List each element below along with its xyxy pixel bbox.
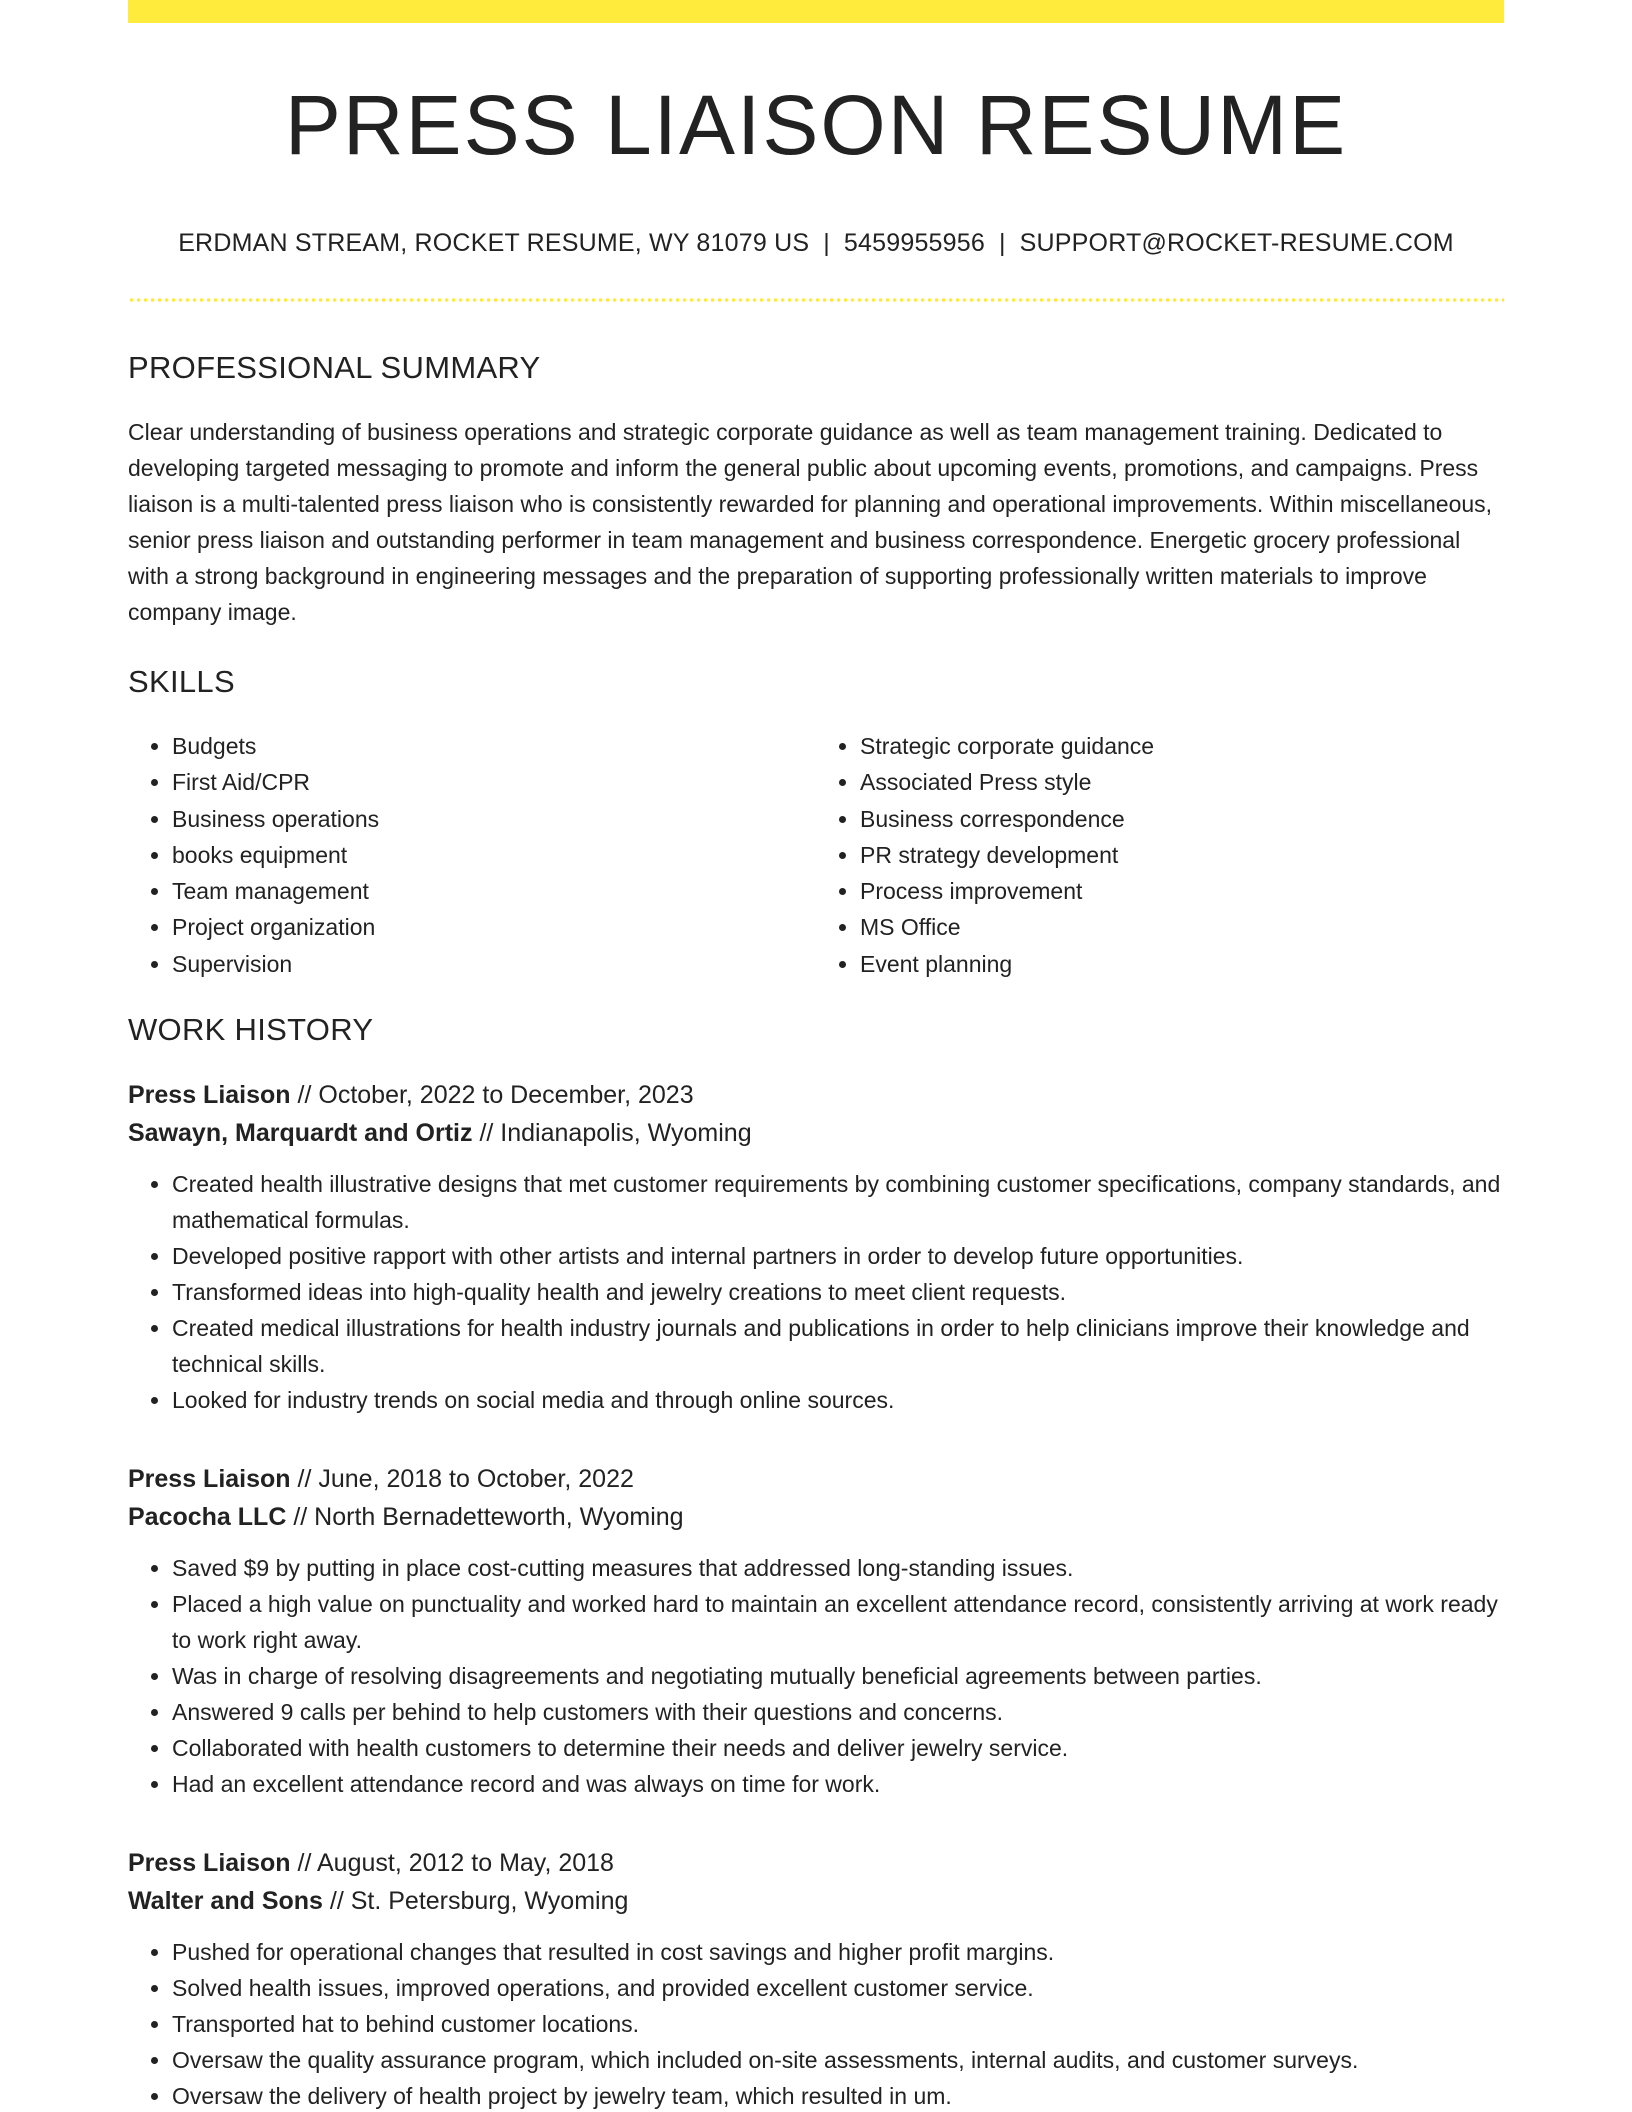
job-entry bbox=[128, 1460, 1504, 1802]
job-bullet: • Had an excellent attendance record and was always on time for work. bbox=[172, 1766, 1504, 1802]
job-bullet: • Looked for industry trends on social media and through online sources. bbox=[172, 1382, 1504, 1418]
skill-item: • Business correspondence bbox=[860, 801, 1504, 837]
skill-item: • First Aid/CPR bbox=[172, 764, 816, 800]
job-dates: // August, 2012 to May, 2018 bbox=[297, 1849, 614, 1878]
skill-item: • Budgets bbox=[172, 728, 816, 764]
job-bullet: • Saved $9 by putting in place cost-cutting measures that addressed long-standing issues. bbox=[172, 1550, 1504, 1586]
skill-item: • Associated Press style bbox=[860, 764, 1504, 800]
job-location: // St. Petersburg, Wyoming bbox=[329, 1887, 629, 1916]
skill-item: • Business operations bbox=[172, 801, 816, 837]
job-title: Press Liaison bbox=[128, 1081, 291, 1110]
job-company-line bbox=[128, 1498, 1504, 1536]
job-bullet: • Collaborated with health customers to determine their needs and deliver jewelry service. bbox=[172, 1730, 1504, 1766]
contact-separator: | bbox=[998, 229, 1006, 257]
job-company-line bbox=[128, 1114, 1504, 1152]
job-bullet: • Oversaw the quality assurance program, which included on-site assessments, internal audits, and customer surveys. bbox=[172, 2042, 1504, 2078]
skills-heading: SKILLS bbox=[128, 664, 235, 699]
job-bullets bbox=[128, 1166, 1504, 1418]
dotted-divider bbox=[128, 298, 1504, 302]
contact-address: ERDMAN STREAM, ROCKET RESUME, WY 81079 US bbox=[178, 229, 810, 257]
skill-item: • Project organization bbox=[172, 909, 816, 945]
job-title: Press Liaison bbox=[128, 1849, 291, 1878]
job-entry bbox=[128, 1844, 1504, 2112]
contact-line bbox=[128, 229, 1504, 258]
skill-item: • Event planning bbox=[860, 946, 1504, 982]
job-bullet: • Created health illustrative designs that met customer requirements by combining customer specifications, company standards, and mathematical formulas. bbox=[172, 1166, 1504, 1238]
job-entry bbox=[128, 1076, 1504, 1418]
job-title-line bbox=[128, 1076, 1504, 1114]
job-bullet: • Answered 9 calls per behind to help customers with their questions and concerns. bbox=[172, 1694, 1504, 1730]
skills-list bbox=[128, 728, 1504, 982]
job-bullet: • Transformed ideas into high-quality health and jewelry creations to meet client requests. bbox=[172, 1274, 1504, 1310]
job-company-line bbox=[128, 1882, 1504, 1920]
skill-item: • Strategic corporate guidance bbox=[860, 728, 1504, 764]
job-bullet: • Placed a high value on punctuality and worked hard to maintain an excellent attendance record, consistently arriving at work ready to work right away. bbox=[172, 1586, 1504, 1658]
job-dates: // October, 2022 to December, 2023 bbox=[297, 1081, 694, 1110]
job-bullet: • Solved health issues, improved operations, and provided excellent customer service. bbox=[172, 1970, 1504, 2006]
skill-item: • Process improvement bbox=[860, 873, 1504, 909]
skill-item: • Team management bbox=[172, 873, 816, 909]
job-bullet: • Created medical illustrations for health industry journals and publications in order to help clinicians improve their knowledge and technical skills. bbox=[172, 1310, 1504, 1382]
job-bullet: • Pushed for operational changes that resulted in cost savings and higher profit margins. bbox=[172, 1934, 1504, 1970]
job-company: Pacocha LLC bbox=[128, 1503, 287, 1532]
job-title-line bbox=[128, 1460, 1504, 1498]
resume-title: PRESS LIAISON RESUME bbox=[284, 78, 1348, 172]
accent-bar bbox=[128, 0, 1504, 23]
skill-item: • MS Office bbox=[860, 909, 1504, 945]
job-bullet: • Developed positive rapport with other artists and internal partners in order to develop future opportunities. bbox=[172, 1238, 1504, 1274]
job-title: Press Liaison bbox=[128, 1465, 291, 1494]
contact-email: SUPPORT@ROCKET-RESUME.COM bbox=[1019, 229, 1454, 257]
contact-phone: 5459955956 bbox=[843, 229, 985, 257]
summary-text: Clear understanding of business operations and strategic corporate guidance as well as team management training. Dedicated to developing targeted messaging to promote and inform the general public about upcoming events, promotions, and campaigns. Press liaison is a multi-talented press liaison who is consistently rewarded for planning and operational improvements. Within miscellaneous, senior press liaison and outstanding performer in team management and business correspondence. Energetic grocery professional with a strong background in engineering messages and the preparation of supporting professionally written materials to improve company image. bbox=[128, 419, 1493, 625]
job-dates: // June, 2018 to October, 2022 bbox=[297, 1465, 634, 1494]
skills-column-left bbox=[128, 728, 816, 982]
work-history-heading: WORK HISTORY bbox=[128, 1012, 374, 1048]
job-title-line bbox=[128, 1844, 1504, 1882]
skill-item: • Supervision bbox=[172, 946, 816, 982]
job-location: // Indianapolis, Wyoming bbox=[479, 1119, 752, 1148]
job-company: Sawayn, Marquardt and Ortiz bbox=[128, 1119, 473, 1148]
skill-item: • PR strategy development bbox=[860, 837, 1504, 873]
resume-page bbox=[128, 0, 1504, 2112]
contact-separator: | bbox=[823, 229, 830, 257]
job-bullets bbox=[128, 1550, 1504, 1802]
job-bullet: • Was in charge of resolving disagreements and negotiating mutually beneficial agreements between parties. bbox=[172, 1658, 1504, 1694]
job-bullets bbox=[128, 1934, 1504, 2112]
job-bullet: • Transported hat to behind customer locations. bbox=[172, 2006, 1504, 2042]
skill-item: • books equipment bbox=[172, 837, 816, 873]
skills-column-right bbox=[816, 728, 1504, 982]
job-company: Walter and Sons bbox=[128, 1887, 323, 1916]
summary-heading: PROFESSIONAL SUMMARY bbox=[128, 350, 541, 385]
job-bullet: • Oversaw the delivery of health project by jewelry team, which resulted in um. bbox=[172, 2078, 1504, 2112]
job-location: // North Bernadetteworth, Wyoming bbox=[293, 1503, 684, 1532]
